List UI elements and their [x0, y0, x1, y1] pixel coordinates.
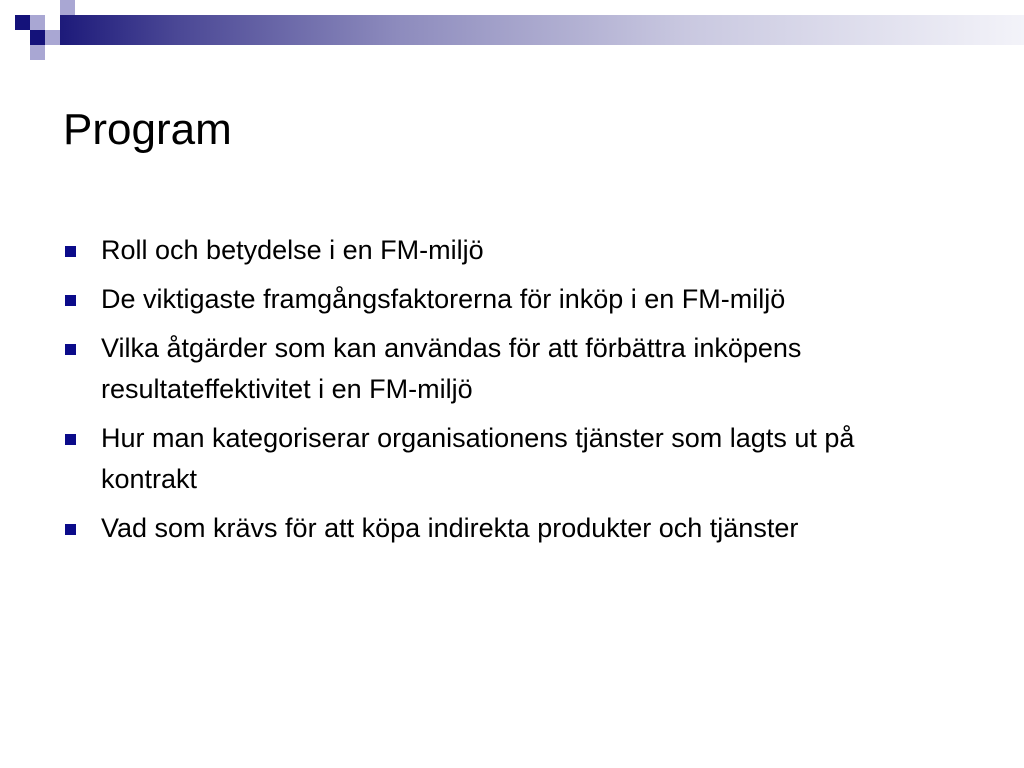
- bullet-item: [0, 279, 1024, 320]
- bullet-item: [0, 508, 1024, 549]
- square-bullet-icon: [65, 524, 76, 535]
- bullet-item: [0, 230, 1024, 271]
- header-gradient-bar: [60, 15, 1024, 45]
- slide-title: Program: [63, 105, 232, 154]
- decor-square-light: [45, 30, 60, 45]
- square-bullet-icon: [65, 295, 76, 306]
- bullet-text: Roll och betydelse i en FM-miljö: [101, 235, 484, 265]
- decor-square-light: [30, 15, 45, 30]
- square-bullet-icon: [65, 246, 76, 257]
- bullet-item: [0, 418, 1024, 500]
- bullet-text: Vad som krävs för att köpa indirekta produkter och tjänster: [101, 513, 799, 543]
- bullet-text: Hur man kategoriserar organisationens tjänster som lagts ut på kontrakt: [101, 423, 855, 494]
- bullet-text: De viktigaste framgångsfaktorerna för inköp i en FM-miljö: [101, 284, 786, 314]
- bullet-list: [0, 230, 1024, 557]
- bullet-text: Vilka åtgärder som kan användas för att förbättra inköpens resultateffektivitet i en FM-miljö: [101, 333, 802, 404]
- square-bullet-icon: [65, 344, 76, 355]
- decor-square-light: [60, 0, 75, 15]
- decor-square-dark: [15, 15, 30, 30]
- decor-square-light: [30, 45, 45, 60]
- bullet-item: [0, 328, 1024, 410]
- square-bullet-icon: [65, 434, 76, 445]
- decor-square-dark: [30, 30, 45, 45]
